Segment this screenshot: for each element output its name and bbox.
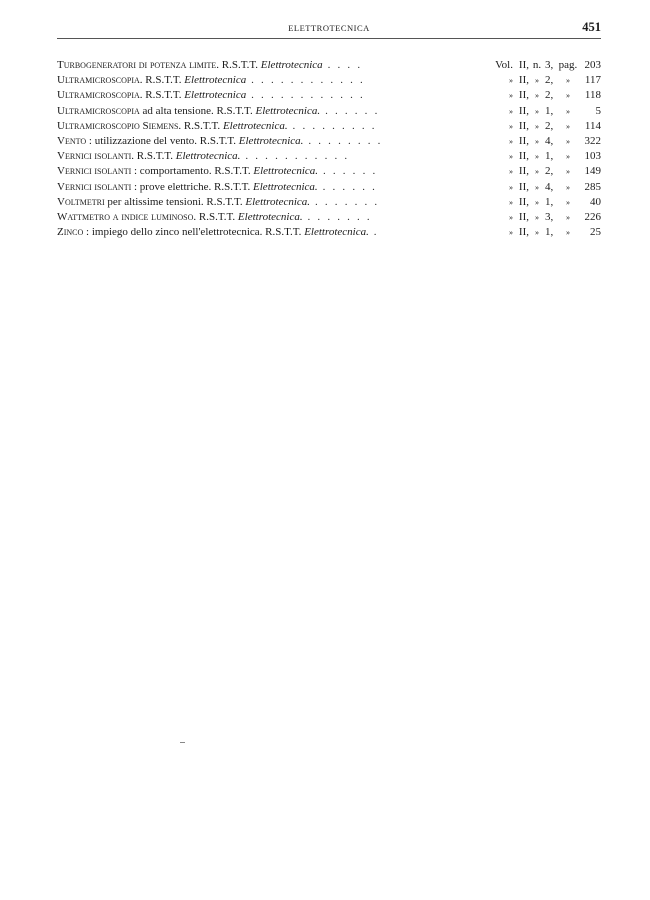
entry-text — [57, 134, 475, 149]
entry-number: 2, — [545, 74, 554, 87]
entry-number: 2, — [545, 119, 554, 132]
dot-leaders: . . . . . . — [317, 180, 378, 193]
index-entry — [57, 119, 601, 134]
entry-description: R.S.T.T. — [142, 74, 185, 87]
entry-keyword: Turbogeneratori di potenza limite. — [57, 59, 220, 71]
entry-description: R.S.T.T. — [219, 59, 261, 71]
entry-volume: II, — [518, 165, 529, 178]
entry-journal: Elettrotecnica. — [222, 119, 288, 132]
entry-number-label: » — [535, 212, 539, 222]
entry-number-label: n. — [532, 59, 542, 71]
entry-number-label: » — [535, 182, 539, 192]
entry-journal: Elettrotecnica. — [238, 134, 304, 147]
entry-volume: II, — [518, 226, 529, 239]
entry-volume-label: » — [509, 212, 513, 222]
entry-journal: Elettrotecnica. — [253, 165, 319, 178]
entry-text — [57, 58, 475, 73]
entry-number-label: » — [535, 76, 539, 86]
entry-keyword: Ultramicroscopio Siemens. — [57, 119, 182, 132]
entry-keyword: Vernici isolanti — [57, 165, 132, 178]
index-entry — [57, 58, 601, 73]
page-number: 451 — [582, 20, 601, 34]
entry-page: 5 — [595, 104, 601, 117]
entry-description: : comportamento. R.S.T.T. — [131, 165, 254, 178]
entry-volume: II, — [518, 134, 529, 147]
entry-volume: II, — [518, 150, 529, 163]
entry-page-label: » — [566, 197, 570, 207]
entry-number: 1, — [545, 226, 554, 239]
entry-text — [57, 104, 475, 119]
dot-leaders: . . . . . . — [320, 104, 380, 117]
dot-leaders: . . . . . . . . . . . — [240, 150, 350, 163]
index-entries — [57, 58, 601, 240]
index-entry — [57, 180, 601, 195]
entry-volume: II, — [518, 59, 529, 71]
index-entry — [57, 73, 601, 88]
entry-page: 322 — [584, 134, 601, 147]
entry-number: 4, — [545, 180, 554, 193]
entry-keyword: Zinco — [57, 226, 84, 239]
entry-volume: II, — [518, 195, 529, 208]
dot-leaders: . . . . . . . . . . . . — [246, 89, 366, 102]
entry-volume-label: » — [509, 106, 513, 116]
dot-leaders: . — [368, 226, 379, 239]
entry-number: 2, — [545, 165, 554, 178]
entry-description: : impiego dello zinco nell'elettrotecnica. R.S.T.T. — [83, 226, 305, 239]
entry-description: : utilizzazione del vento. R.S.T.T. — [86, 134, 239, 147]
dot-leaders: . . . . . . . — [310, 195, 380, 208]
entry-page: 203 — [584, 59, 601, 71]
entry-journal: Elettrotecnica. — [175, 150, 241, 163]
entry-volume: II, — [518, 180, 529, 193]
entry-page-label: » — [566, 91, 570, 101]
entry-description: ad alta tensione. R.S.T.T. — [139, 104, 256, 117]
entry-volume-label: » — [509, 197, 513, 207]
dot-leaders: . . . . . . . . . . . . — [246, 74, 366, 87]
entry-page: 40 — [590, 195, 601, 208]
entry-page-label: » — [566, 228, 570, 238]
index-entry — [57, 104, 601, 119]
entry-volume-label: » — [509, 121, 513, 131]
entry-keyword: Vernici isolanti. — [57, 150, 134, 163]
entry-text — [57, 88, 475, 103]
entry-page-label: » — [566, 121, 570, 131]
entry-page: 114 — [584, 119, 601, 132]
entry-page: 118 — [584, 89, 601, 102]
entry-text — [57, 195, 475, 210]
entry-journal: Elettrotecnica. — [255, 104, 321, 117]
entry-volume: II, — [518, 74, 529, 87]
running-title: ELETTROTECNICA — [288, 23, 370, 33]
entry-volume-label: Vol. — [495, 59, 513, 71]
entry-volume: II, — [518, 119, 529, 132]
entry-keyword: Vento — [57, 134, 87, 147]
entry-page-label: » — [566, 167, 570, 177]
entry-journal: Elettrotecnica — [184, 89, 247, 102]
entry-volume: II, — [518, 210, 529, 223]
entry-keyword: Wattmetro a indice luminoso. — [57, 210, 197, 223]
entry-keyword: Ultramicroscopia. — [57, 89, 143, 102]
entry-volume: II, — [518, 104, 529, 117]
entry-description: R.S.T.T. — [196, 210, 238, 223]
entry-number-label: » — [535, 136, 539, 146]
index-entry — [57, 149, 601, 164]
entry-number: 3, — [545, 59, 554, 71]
entry-description: R.S.T.T. — [181, 119, 223, 132]
entry-description: R.S.T.T. — [142, 89, 185, 102]
entry-text — [57, 210, 475, 225]
entry-page-label: pag. — [558, 59, 578, 71]
running-head — [57, 22, 601, 39]
entry-page-label: » — [566, 136, 570, 146]
index-entry — [57, 210, 601, 225]
entry-keyword: Vernici isolanti — [57, 180, 132, 193]
entry-page-label: » — [566, 152, 570, 162]
entry-journal: Elettrotecnica. — [253, 180, 318, 193]
entry-keyword: Ultramicroscopia — [57, 104, 140, 117]
entry-page: 285 — [584, 180, 601, 193]
entry-text — [57, 164, 475, 179]
entry-volume: II, — [518, 89, 529, 102]
entry-journal: Elettrotecnica. — [304, 226, 369, 239]
entry-number: 3, — [545, 210, 554, 223]
entry-page-label: » — [566, 106, 570, 116]
entry-description: per altissime tensioni. R.S.T.T. — [104, 195, 246, 208]
entry-number: 2, — [545, 89, 554, 102]
entry-journal: Elettrotecnica — [184, 74, 247, 87]
index-entry — [57, 164, 601, 179]
dot-leaders: . . . . — [322, 59, 363, 71]
entry-number: 1, — [545, 104, 554, 117]
entry-page: 149 — [584, 165, 601, 178]
entry-keyword: Voltmetri — [57, 195, 105, 208]
entry-page: 103 — [584, 150, 601, 163]
entry-number-label: » — [535, 167, 539, 177]
entry-number-label: » — [535, 152, 539, 162]
index-entry — [57, 195, 601, 210]
entry-page: 117 — [584, 74, 601, 87]
entry-description: R.S.T.T. — [134, 150, 176, 163]
entry-number: 1, — [545, 150, 554, 163]
entry-volume-label: » — [509, 228, 513, 238]
entry-volume-label: » — [509, 76, 513, 86]
entry-volume-label: » — [509, 91, 513, 101]
entry-description: : prove elettriche. R.S.T.T. — [131, 180, 254, 193]
index-entry — [57, 134, 601, 149]
entry-journal: Elettrotecnica — [260, 59, 323, 71]
entry-number: 1, — [545, 195, 554, 208]
dot-leaders: . . . . . . . . — [303, 134, 383, 147]
entry-volume-label: » — [509, 182, 513, 192]
entry-text — [57, 119, 475, 134]
stray-mark — [180, 742, 185, 743]
entry-page-label: » — [566, 212, 570, 222]
entry-text — [57, 225, 475, 240]
entry-text — [57, 149, 475, 164]
dot-leaders: . . . . . . — [318, 165, 378, 178]
index-entry — [57, 88, 601, 103]
entry-number-label: » — [535, 121, 539, 131]
entry-number-label: » — [535, 106, 539, 116]
entry-number-label: » — [535, 91, 539, 101]
entry-volume-label: » — [509, 167, 513, 177]
index-entry — [57, 225, 601, 240]
entry-volume-label: » — [509, 152, 513, 162]
entry-page-label: » — [566, 76, 570, 86]
entry-journal: Elettrotecnica. — [237, 210, 303, 223]
dot-leaders: . . . . . . . . . — [287, 119, 377, 132]
entry-number-label: » — [535, 228, 539, 238]
entry-page: 25 — [590, 226, 601, 239]
entry-number-label: » — [535, 197, 539, 207]
entry-keyword: Ultramicroscopia. — [57, 74, 143, 87]
entry-volume-label: » — [509, 136, 513, 146]
entry-text — [57, 73, 475, 88]
entry-page-label: » — [566, 182, 570, 192]
entry-text — [57, 180, 475, 195]
entry-page: 226 — [584, 210, 601, 223]
entry-number: 4, — [545, 134, 554, 147]
entry-journal: Elettrotecnica. — [245, 195, 311, 208]
dot-leaders: . . . . . . . — [302, 210, 372, 223]
